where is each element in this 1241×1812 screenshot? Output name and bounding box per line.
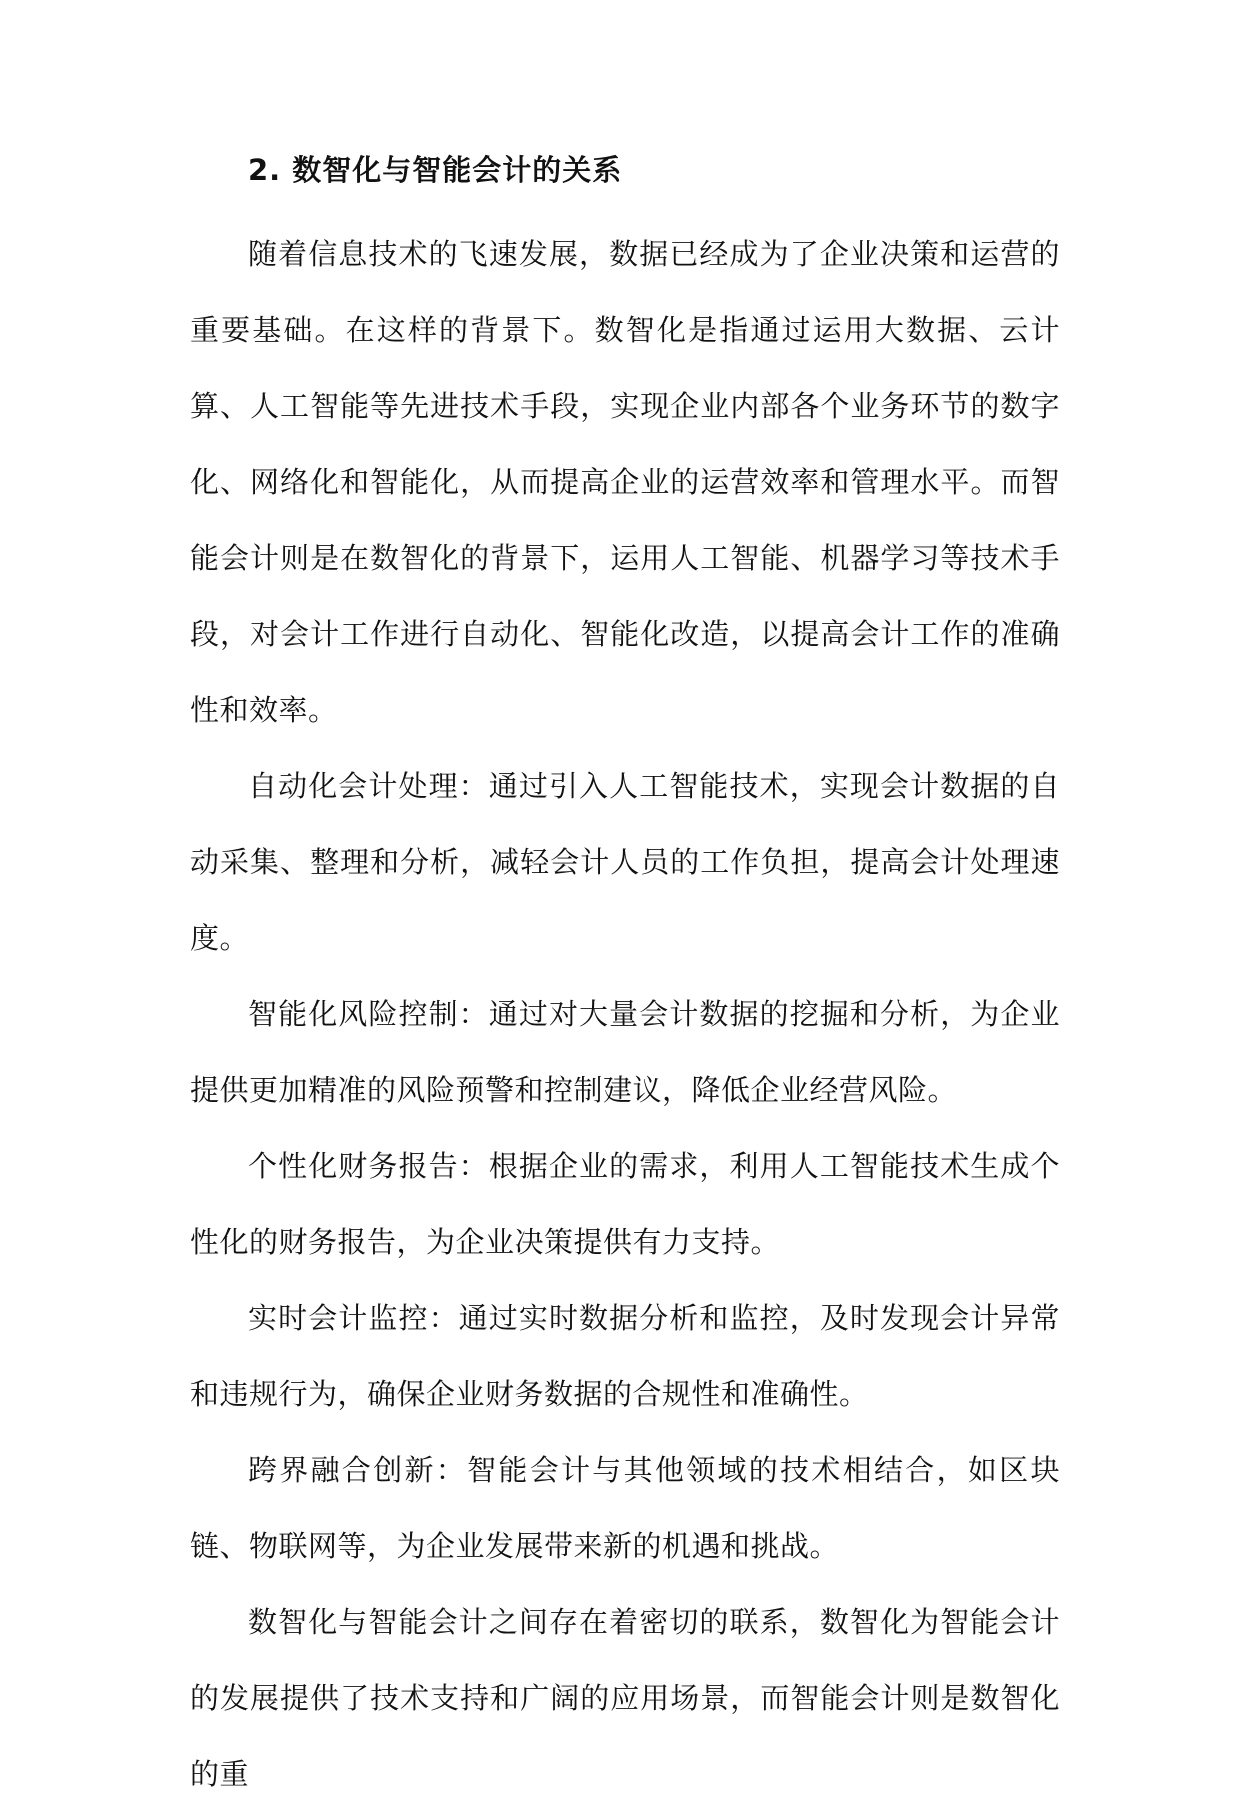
document-body	[190, 140, 1060, 1812]
paragraph-automated-accounting: 自动化会计处理：通过引入人工智能技术，实现会计数据的自动采集、整理和分析，减轻会计人员的工作负担，提高会计处理速度。	[190, 769, 1060, 955]
paragraph-intro: 随着信息技术的飞速发展，数据已经成为了企业决策和运营的重要基础。在这样的背景下。数智化是指通过运用大数据、云计算、人工智能等先进技术手段，实现企业内部各个业务环节的数字化、网络化和智能化，从而提高企业的运营效率和管理水平。而智能会计则是在数智化的背景下，运用人工智能、机器学习等技术手段，对会计工作进行自动化、智能化改造，以提高会计工作的准确性和效率。	[190, 237, 1060, 727]
section-heading: 2. 数智化与智能会计的关系	[248, 153, 623, 187]
paragraph-relationship: 数智化与智能会计之间存在着密切的联系，数智化为智能会计的发展提供了技术支持和广阔的应用场景，而智能会计则是数智化的重	[190, 1605, 1060, 1791]
paragraph-risk-control: 智能化风险控制：通过对大量会计数据的挖掘和分析，为企业提供更加精准的风险预警和控制建议，降低企业经营风险。	[190, 997, 1060, 1107]
paragraph-realtime-monitoring: 实时会计监控：通过实时数据分析和监控，及时发现会计异常和违规行为，确保企业财务数据的合规性和准确性。	[190, 1301, 1060, 1411]
paragraph-financial-report: 个性化财务报告：根据企业的需求，利用人工智能技术生成个性化的财务报告，为企业决策提供有力支持。	[190, 1149, 1060, 1259]
paragraph-cross-border-innovation: 跨界融合创新：智能会计与其他领域的技术相结合，如区块链、物联网等，为企业发展带来新的机遇和挑战。	[190, 1453, 1060, 1563]
